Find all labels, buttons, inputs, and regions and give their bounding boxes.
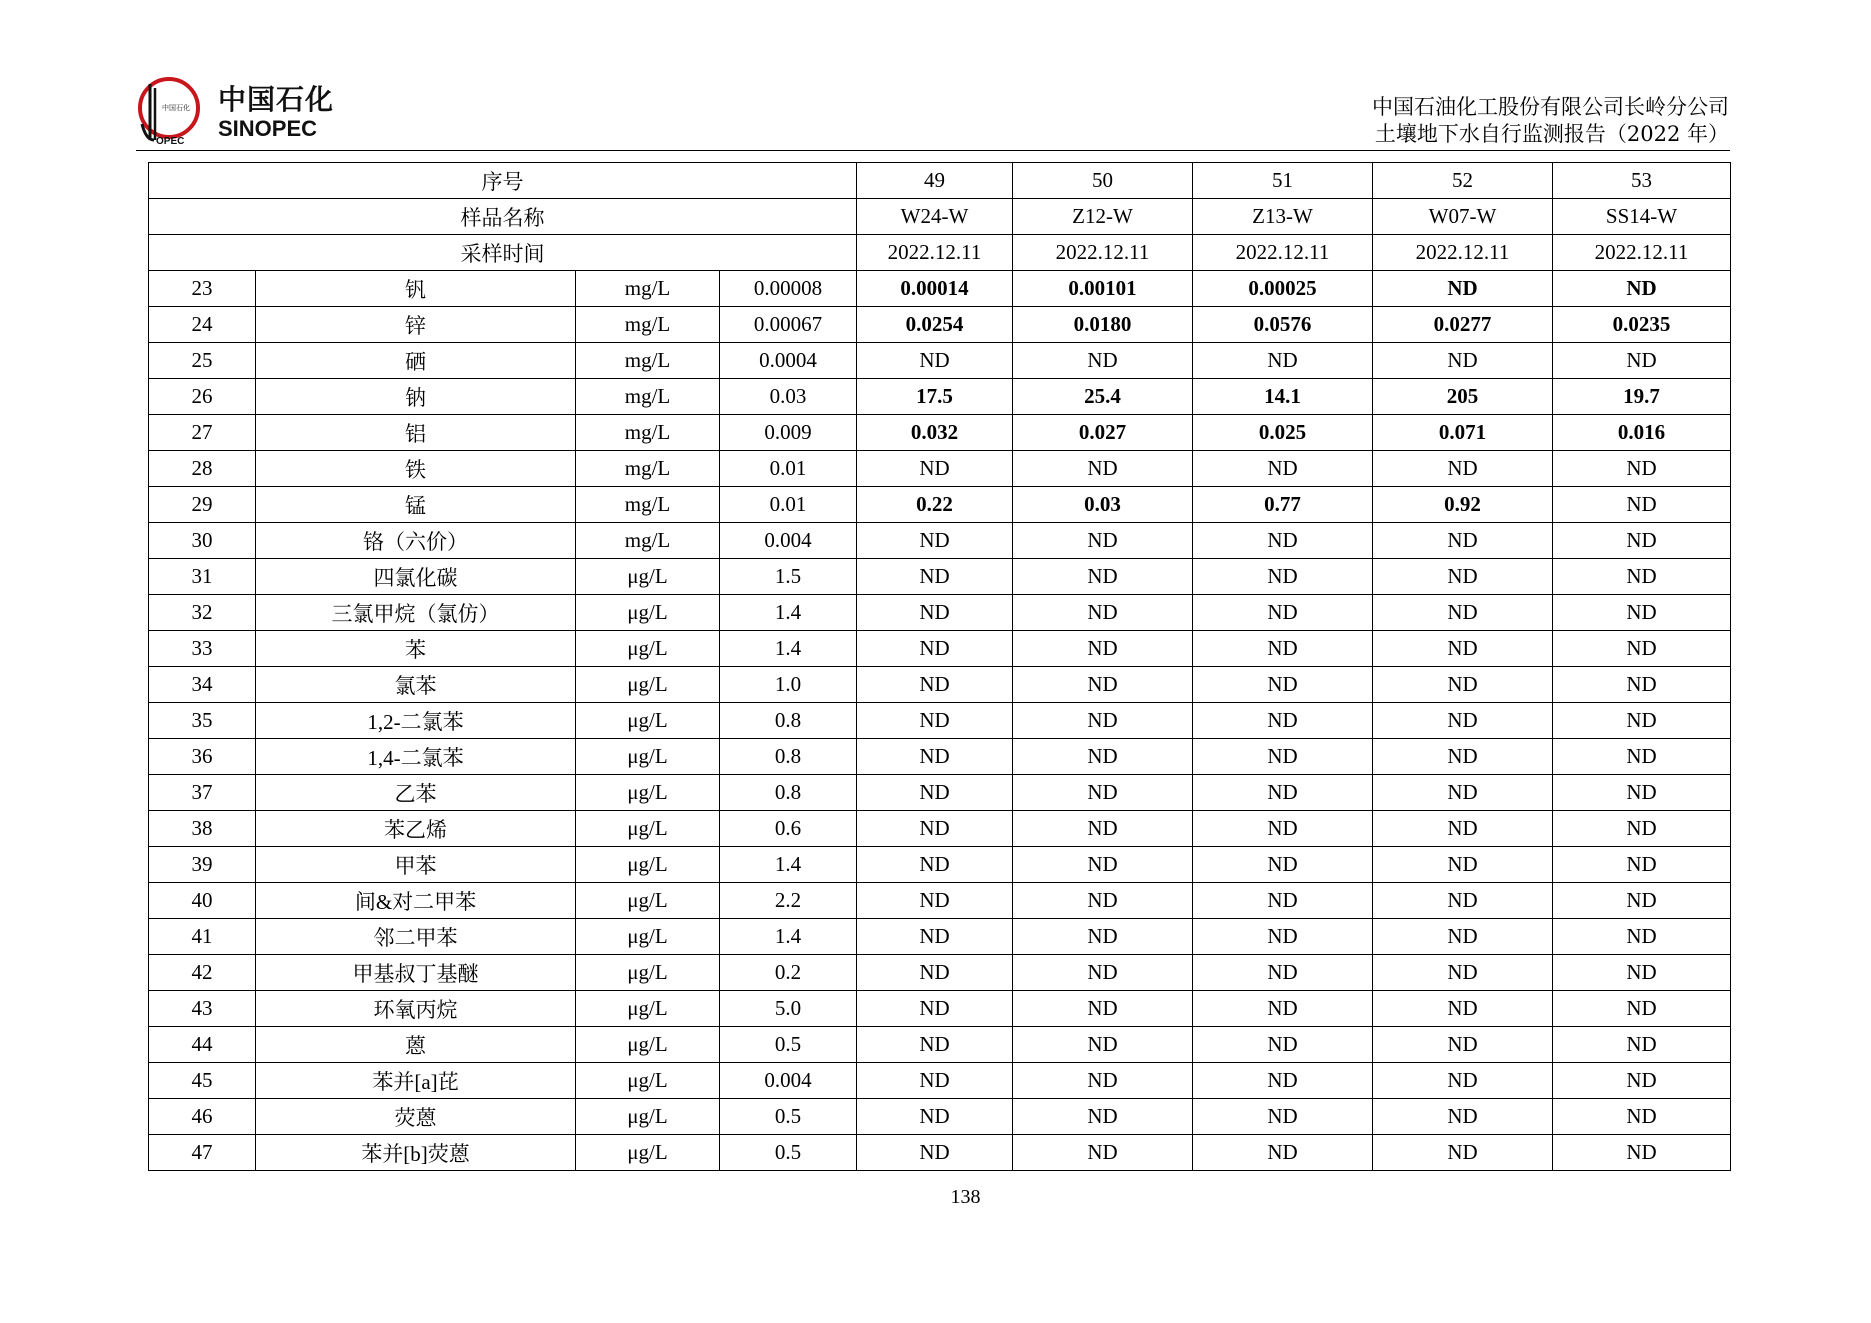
result-value: ND bbox=[1193, 919, 1373, 955]
result-value: ND bbox=[1373, 811, 1553, 847]
result-value: ND bbox=[857, 991, 1013, 1027]
result-value: ND bbox=[1553, 955, 1731, 991]
logo-mark-text-cn: 中国石化 bbox=[162, 104, 190, 112]
table-header-row bbox=[149, 199, 1731, 235]
result-value: ND bbox=[1373, 883, 1553, 919]
row-number: 34 bbox=[149, 667, 256, 703]
result-value: ND bbox=[1193, 955, 1373, 991]
result-value: ND bbox=[1373, 775, 1553, 811]
unit: mg/L bbox=[576, 307, 720, 343]
unit: μg/L bbox=[576, 631, 720, 667]
result-value: 17.5 bbox=[857, 379, 1013, 415]
header-value: 2022.12.11 bbox=[857, 235, 1013, 271]
result-value: ND bbox=[1013, 631, 1193, 667]
table-row bbox=[149, 991, 1731, 1027]
detection-limit: 0.8 bbox=[720, 739, 857, 775]
parameter-name: 苯乙烯 bbox=[256, 811, 576, 847]
company-name: 中国石油化工股份有限公司长岭分公司 bbox=[1372, 95, 1729, 119]
result-value: ND bbox=[1553, 451, 1731, 487]
table-row bbox=[149, 811, 1731, 847]
sinopec-emblem-icon bbox=[136, 74, 214, 150]
header-label: 序号 bbox=[149, 163, 857, 199]
header-divider bbox=[136, 150, 1730, 151]
result-value: ND bbox=[1553, 811, 1731, 847]
header-value: 50 bbox=[1013, 163, 1193, 199]
parameter-name: 乙苯 bbox=[256, 775, 576, 811]
result-value: ND bbox=[1013, 343, 1193, 379]
row-number: 45 bbox=[149, 1063, 256, 1099]
result-value: 25.4 bbox=[1013, 379, 1193, 415]
result-value: ND bbox=[1193, 667, 1373, 703]
unit: μg/L bbox=[576, 739, 720, 775]
result-value: ND bbox=[1373, 955, 1553, 991]
sinopec-logo bbox=[136, 74, 346, 150]
result-value: 205 bbox=[1373, 379, 1553, 415]
result-value: ND bbox=[1013, 1063, 1193, 1099]
row-number: 30 bbox=[149, 523, 256, 559]
detection-limit: 1.4 bbox=[720, 595, 857, 631]
row-number: 23 bbox=[149, 271, 256, 307]
result-value: ND bbox=[1013, 523, 1193, 559]
parameter-name: 蒽 bbox=[256, 1027, 576, 1063]
result-value: 0.0576 bbox=[1193, 307, 1373, 343]
table-row bbox=[149, 703, 1731, 739]
row-number: 29 bbox=[149, 487, 256, 523]
table-row bbox=[149, 631, 1731, 667]
table-row bbox=[149, 271, 1731, 307]
result-value: 19.7 bbox=[1553, 379, 1731, 415]
header-value: 49 bbox=[857, 163, 1013, 199]
parameter-name: 铬（六价） bbox=[256, 523, 576, 559]
page-number: 138 bbox=[950, 1186, 981, 1208]
table-row bbox=[149, 307, 1731, 343]
detection-limit: 1.0 bbox=[720, 667, 857, 703]
result-value: ND bbox=[857, 883, 1013, 919]
table-row bbox=[149, 1135, 1731, 1171]
row-number: 40 bbox=[149, 883, 256, 919]
result-value: ND bbox=[1373, 559, 1553, 595]
result-value: 0.00025 bbox=[1193, 271, 1373, 307]
result-value: ND bbox=[1013, 451, 1193, 487]
parameter-name: 苯 bbox=[256, 631, 576, 667]
parameter-name: 甲基叔丁基醚 bbox=[256, 955, 576, 991]
detection-limit: 1.4 bbox=[720, 919, 857, 955]
result-value: ND bbox=[1373, 451, 1553, 487]
table-row bbox=[149, 667, 1731, 703]
row-number: 36 bbox=[149, 739, 256, 775]
parameter-name: 苯并[b]荧蒽 bbox=[256, 1135, 576, 1171]
table-row bbox=[149, 523, 1731, 559]
result-value: 0.071 bbox=[1373, 415, 1553, 451]
detection-limit: 0.5 bbox=[720, 1099, 857, 1135]
result-value: ND bbox=[857, 1099, 1013, 1135]
result-value: ND bbox=[1193, 811, 1373, 847]
result-value: ND bbox=[1193, 703, 1373, 739]
header-value: Z12-W bbox=[1013, 199, 1193, 235]
parameter-name: 硒 bbox=[256, 343, 576, 379]
result-value: ND bbox=[1193, 451, 1373, 487]
result-value: ND bbox=[1373, 271, 1553, 307]
result-value: 0.00014 bbox=[857, 271, 1013, 307]
row-number: 32 bbox=[149, 595, 256, 631]
unit: μg/L bbox=[576, 1063, 720, 1099]
result-value: ND bbox=[1553, 1099, 1731, 1135]
result-value: ND bbox=[1193, 343, 1373, 379]
unit: mg/L bbox=[576, 343, 720, 379]
result-value: ND bbox=[1013, 1135, 1193, 1171]
table-header-row bbox=[149, 163, 1731, 199]
row-number: 38 bbox=[149, 811, 256, 847]
parameter-name: 氯苯 bbox=[256, 667, 576, 703]
result-value: ND bbox=[1013, 991, 1193, 1027]
table-header-row bbox=[149, 235, 1731, 271]
result-value: ND bbox=[1193, 883, 1373, 919]
unit: μg/L bbox=[576, 955, 720, 991]
parameter-name: 锰 bbox=[256, 487, 576, 523]
result-value: ND bbox=[1373, 1099, 1553, 1135]
result-value: ND bbox=[1553, 523, 1731, 559]
result-value: 0.0277 bbox=[1373, 307, 1553, 343]
table-row bbox=[149, 955, 1731, 991]
unit: μg/L bbox=[576, 703, 720, 739]
result-value: 0.016 bbox=[1553, 415, 1731, 451]
result-value: ND bbox=[1193, 1099, 1373, 1135]
row-number: 47 bbox=[149, 1135, 256, 1171]
unit: μg/L bbox=[576, 919, 720, 955]
parameter-name: 荧蒽 bbox=[256, 1099, 576, 1135]
detection-limit: 0.01 bbox=[720, 487, 857, 523]
unit: μg/L bbox=[576, 1099, 720, 1135]
unit: μg/L bbox=[576, 847, 720, 883]
unit: μg/L bbox=[576, 991, 720, 1027]
header-value: 2022.12.11 bbox=[1553, 235, 1731, 271]
table-row bbox=[149, 451, 1731, 487]
logo-english-text: SINOPEC bbox=[218, 116, 318, 141]
detection-limit: 0.5 bbox=[720, 1027, 857, 1063]
unit: μg/L bbox=[576, 883, 720, 919]
table-row bbox=[149, 1063, 1731, 1099]
result-value: ND bbox=[1553, 883, 1731, 919]
detection-limit: 2.2 bbox=[720, 883, 857, 919]
parameter-name: 四氯化碳 bbox=[256, 559, 576, 595]
result-value: 0.032 bbox=[857, 415, 1013, 451]
unit: mg/L bbox=[576, 523, 720, 559]
row-number: 24 bbox=[149, 307, 256, 343]
header-value: SS14-W bbox=[1553, 199, 1731, 235]
row-number: 25 bbox=[149, 343, 256, 379]
result-value: ND bbox=[1373, 703, 1553, 739]
detection-limit: 0.0004 bbox=[720, 343, 857, 379]
result-value: ND bbox=[1373, 595, 1553, 631]
result-value: 0.027 bbox=[1013, 415, 1193, 451]
result-value: ND bbox=[1553, 847, 1731, 883]
result-value: ND bbox=[1193, 559, 1373, 595]
result-value: 0.77 bbox=[1193, 487, 1373, 523]
row-number: 33 bbox=[149, 631, 256, 667]
row-number: 42 bbox=[149, 955, 256, 991]
result-value: ND bbox=[1553, 667, 1731, 703]
result-value: ND bbox=[1013, 1099, 1193, 1135]
detection-limit: 0.00008 bbox=[720, 271, 857, 307]
result-value: ND bbox=[1013, 559, 1193, 595]
result-value: ND bbox=[1553, 1027, 1731, 1063]
result-value: ND bbox=[1553, 1135, 1731, 1171]
logo-mark-text-en: OPEC bbox=[156, 136, 185, 147]
detection-limit: 0.8 bbox=[720, 775, 857, 811]
result-value: ND bbox=[1013, 703, 1193, 739]
parameter-name: 1,2-二氯苯 bbox=[256, 703, 576, 739]
result-value: 0.0254 bbox=[857, 307, 1013, 343]
result-value: ND bbox=[1373, 1135, 1553, 1171]
detection-limit: 0.6 bbox=[720, 811, 857, 847]
result-value: ND bbox=[857, 739, 1013, 775]
result-value: ND bbox=[857, 559, 1013, 595]
result-value: ND bbox=[857, 919, 1013, 955]
result-value: ND bbox=[1013, 1027, 1193, 1063]
unit: μg/L bbox=[576, 775, 720, 811]
result-value: ND bbox=[1193, 1135, 1373, 1171]
result-value: ND bbox=[1193, 1063, 1373, 1099]
result-value: ND bbox=[1193, 991, 1373, 1027]
parameter-name: 苯并[a]芘 bbox=[256, 1063, 576, 1099]
parameter-name: 邻二甲苯 bbox=[256, 919, 576, 955]
detection-limit: 1.4 bbox=[720, 631, 857, 667]
parameter-name: 甲苯 bbox=[256, 847, 576, 883]
result-value: ND bbox=[1553, 775, 1731, 811]
row-number: 27 bbox=[149, 415, 256, 451]
monitoring-results-table bbox=[148, 162, 1731, 1171]
result-value: ND bbox=[1193, 595, 1373, 631]
result-value: ND bbox=[1373, 523, 1553, 559]
result-value: ND bbox=[857, 667, 1013, 703]
header-value: W24-W bbox=[857, 199, 1013, 235]
result-value: 0.92 bbox=[1373, 487, 1553, 523]
table-row bbox=[149, 883, 1731, 919]
table-row bbox=[149, 739, 1731, 775]
result-value: ND bbox=[1553, 1063, 1731, 1099]
row-number: 31 bbox=[149, 559, 256, 595]
table-row bbox=[149, 847, 1731, 883]
result-value: ND bbox=[1553, 739, 1731, 775]
row-number: 35 bbox=[149, 703, 256, 739]
row-number: 46 bbox=[149, 1099, 256, 1135]
table-row bbox=[149, 1027, 1731, 1063]
result-value: ND bbox=[1373, 1027, 1553, 1063]
result-value: ND bbox=[1193, 775, 1373, 811]
header-value: W07-W bbox=[1373, 199, 1553, 235]
row-number: 41 bbox=[149, 919, 256, 955]
detection-limit: 0.004 bbox=[720, 1063, 857, 1099]
result-value: ND bbox=[1553, 919, 1731, 955]
detection-limit: 5.0 bbox=[720, 991, 857, 1027]
result-value: ND bbox=[1373, 991, 1553, 1027]
result-value: 0.025 bbox=[1193, 415, 1373, 451]
result-value: ND bbox=[1013, 847, 1193, 883]
parameter-name: 铝 bbox=[256, 415, 576, 451]
row-number: 37 bbox=[149, 775, 256, 811]
result-value: ND bbox=[1553, 703, 1731, 739]
detection-limit: 0.00067 bbox=[720, 307, 857, 343]
parameter-name: 环氧丙烷 bbox=[256, 991, 576, 1027]
result-value: ND bbox=[1373, 739, 1553, 775]
unit: mg/L bbox=[576, 451, 720, 487]
result-value: ND bbox=[1193, 847, 1373, 883]
result-value: ND bbox=[857, 631, 1013, 667]
result-value: ND bbox=[857, 847, 1013, 883]
result-value: ND bbox=[857, 1063, 1013, 1099]
result-value: 14.1 bbox=[1193, 379, 1373, 415]
result-value: ND bbox=[857, 451, 1013, 487]
row-number: 28 bbox=[149, 451, 256, 487]
detection-limit: 0.5 bbox=[720, 1135, 857, 1171]
unit: mg/L bbox=[576, 379, 720, 415]
header-value: 53 bbox=[1553, 163, 1731, 199]
result-value: ND bbox=[1013, 955, 1193, 991]
result-value: ND bbox=[1013, 811, 1193, 847]
parameter-name: 钠 bbox=[256, 379, 576, 415]
detection-limit: 1.5 bbox=[720, 559, 857, 595]
result-value: ND bbox=[1373, 667, 1553, 703]
unit: μg/L bbox=[576, 1027, 720, 1063]
result-value: ND bbox=[1373, 631, 1553, 667]
parameter-name: 钒 bbox=[256, 271, 576, 307]
header-label: 样品名称 bbox=[149, 199, 857, 235]
parameter-name: 铁 bbox=[256, 451, 576, 487]
table-row bbox=[149, 919, 1731, 955]
result-value: ND bbox=[1013, 919, 1193, 955]
result-value: ND bbox=[1013, 595, 1193, 631]
result-value: ND bbox=[1553, 487, 1731, 523]
detection-limit: 1.4 bbox=[720, 847, 857, 883]
result-value: ND bbox=[1553, 631, 1731, 667]
result-value: 0.0180 bbox=[1013, 307, 1193, 343]
result-value: ND bbox=[1373, 1063, 1553, 1099]
result-value: ND bbox=[1193, 523, 1373, 559]
report-header bbox=[1372, 94, 1729, 148]
result-value: ND bbox=[1193, 631, 1373, 667]
detection-limit: 0.8 bbox=[720, 703, 857, 739]
detection-limit: 0.03 bbox=[720, 379, 857, 415]
result-value: ND bbox=[1373, 919, 1553, 955]
report-title: 土壤地下水自行监测报告（2022 年） bbox=[1374, 122, 1729, 146]
result-value: ND bbox=[1013, 667, 1193, 703]
table-row bbox=[149, 379, 1731, 415]
result-value: ND bbox=[1013, 739, 1193, 775]
table-row bbox=[149, 559, 1731, 595]
table-row bbox=[149, 415, 1731, 451]
parameter-name: 三氯甲烷（氯仿） bbox=[256, 595, 576, 631]
table-row bbox=[149, 343, 1731, 379]
detection-limit: 0.009 bbox=[720, 415, 857, 451]
unit: mg/L bbox=[576, 415, 720, 451]
result-value: 0.0235 bbox=[1553, 307, 1731, 343]
result-value: ND bbox=[857, 1135, 1013, 1171]
result-value: ND bbox=[857, 1027, 1013, 1063]
header-value: 2022.12.11 bbox=[1193, 235, 1373, 271]
result-value: ND bbox=[1553, 271, 1731, 307]
result-value: ND bbox=[857, 595, 1013, 631]
header-value: 51 bbox=[1193, 163, 1373, 199]
result-value: ND bbox=[1013, 775, 1193, 811]
row-number: 26 bbox=[149, 379, 256, 415]
result-value: ND bbox=[857, 703, 1013, 739]
result-value: ND bbox=[1553, 559, 1731, 595]
result-value: ND bbox=[1193, 1027, 1373, 1063]
row-number: 44 bbox=[149, 1027, 256, 1063]
header-value: 2022.12.11 bbox=[1373, 235, 1553, 271]
result-value: 0.00101 bbox=[1013, 271, 1193, 307]
unit: μg/L bbox=[576, 811, 720, 847]
unit: mg/L bbox=[576, 487, 720, 523]
parameter-name: 锌 bbox=[256, 307, 576, 343]
result-value: 0.22 bbox=[857, 487, 1013, 523]
table-row bbox=[149, 487, 1731, 523]
parameter-name: 1,4-二氯苯 bbox=[256, 739, 576, 775]
unit: mg/L bbox=[576, 271, 720, 307]
table-row bbox=[149, 1099, 1731, 1135]
unit: μg/L bbox=[576, 1135, 720, 1171]
result-value: 0.03 bbox=[1013, 487, 1193, 523]
result-value: ND bbox=[1553, 991, 1731, 1027]
detection-limit: 0.01 bbox=[720, 451, 857, 487]
result-value: ND bbox=[857, 955, 1013, 991]
parameter-name: 间&对二甲苯 bbox=[256, 883, 576, 919]
result-value: ND bbox=[857, 523, 1013, 559]
table-row bbox=[149, 595, 1731, 631]
logo-chinese-text: 中国石化 bbox=[218, 83, 335, 116]
result-value: ND bbox=[857, 343, 1013, 379]
unit: μg/L bbox=[576, 595, 720, 631]
result-value: ND bbox=[857, 811, 1013, 847]
row-number: 43 bbox=[149, 991, 256, 1027]
header-label: 采样时间 bbox=[149, 235, 857, 271]
result-value: ND bbox=[1373, 343, 1553, 379]
result-value: ND bbox=[857, 775, 1013, 811]
table-row bbox=[149, 775, 1731, 811]
result-value: ND bbox=[1193, 739, 1373, 775]
result-value: ND bbox=[1553, 343, 1731, 379]
result-value: ND bbox=[1553, 595, 1731, 631]
header-value: 52 bbox=[1373, 163, 1553, 199]
result-value: ND bbox=[1013, 883, 1193, 919]
detection-limit: 0.004 bbox=[720, 523, 857, 559]
header-value: 2022.12.11 bbox=[1013, 235, 1193, 271]
unit: μg/L bbox=[576, 559, 720, 595]
detection-limit: 0.2 bbox=[720, 955, 857, 991]
row-number: 39 bbox=[149, 847, 256, 883]
result-value: ND bbox=[1373, 847, 1553, 883]
header-value: Z13-W bbox=[1193, 199, 1373, 235]
unit: μg/L bbox=[576, 667, 720, 703]
